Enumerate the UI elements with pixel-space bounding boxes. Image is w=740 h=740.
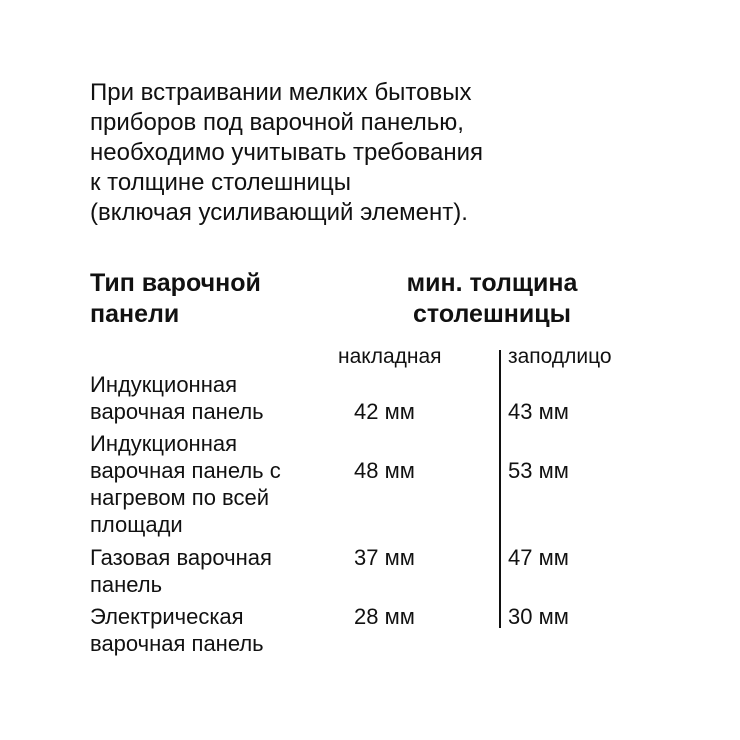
header-line: столешницы xyxy=(413,300,571,328)
row-name-electric xyxy=(90,603,264,657)
value-overlay: 28 мм xyxy=(354,604,415,629)
row-name-line: Индукционная xyxy=(90,431,237,456)
row-name-line: Электрическая xyxy=(90,604,244,629)
row-name-line: площади xyxy=(90,512,183,537)
header-line: мин. толщина xyxy=(406,269,578,297)
row-name-line: нагревом по всей xyxy=(90,485,270,510)
intro-line: При встраивании мелких бытовых xyxy=(90,79,472,106)
header-min-thickness xyxy=(382,268,602,330)
intro-paragraph xyxy=(90,78,650,228)
row-name-induction xyxy=(90,371,264,425)
intro-line: (включая усиливающий элемент). xyxy=(90,199,468,226)
header-hob-type xyxy=(90,268,261,330)
value-flush: 30 мм xyxy=(508,604,569,629)
value-overlay: 48 мм xyxy=(354,458,415,483)
row-name-line: Газовая варочная xyxy=(90,545,272,570)
row-name-line: варочная панель xyxy=(90,631,264,656)
header-line: панели xyxy=(90,300,180,328)
value-flush: 53 мм xyxy=(508,458,569,483)
value-overlay: 37 мм xyxy=(354,545,415,570)
row-name-line: панель xyxy=(90,572,163,597)
value-overlay: 42 мм xyxy=(354,399,415,424)
intro-line: приборов под варочной панелью, xyxy=(90,109,464,136)
intro-line: необходимо учитывать требования xyxy=(90,139,483,166)
header-line: Тип варочной xyxy=(90,269,261,297)
subheader-overlay: накладная xyxy=(338,345,442,368)
row-name-line: Индукционная xyxy=(90,372,237,397)
intro-line: к толщине столешницы xyxy=(90,169,351,196)
row-name-induction-full-area xyxy=(90,430,281,538)
row-name-gas xyxy=(90,544,272,598)
column-divider xyxy=(499,350,501,628)
row-name-line: варочная панель с xyxy=(90,458,281,483)
value-flush: 47 мм xyxy=(508,545,569,570)
value-flush: 43 мм xyxy=(508,399,569,424)
row-name-line: варочная панель xyxy=(90,399,264,424)
subheader-flush: заподлицо xyxy=(508,345,612,368)
